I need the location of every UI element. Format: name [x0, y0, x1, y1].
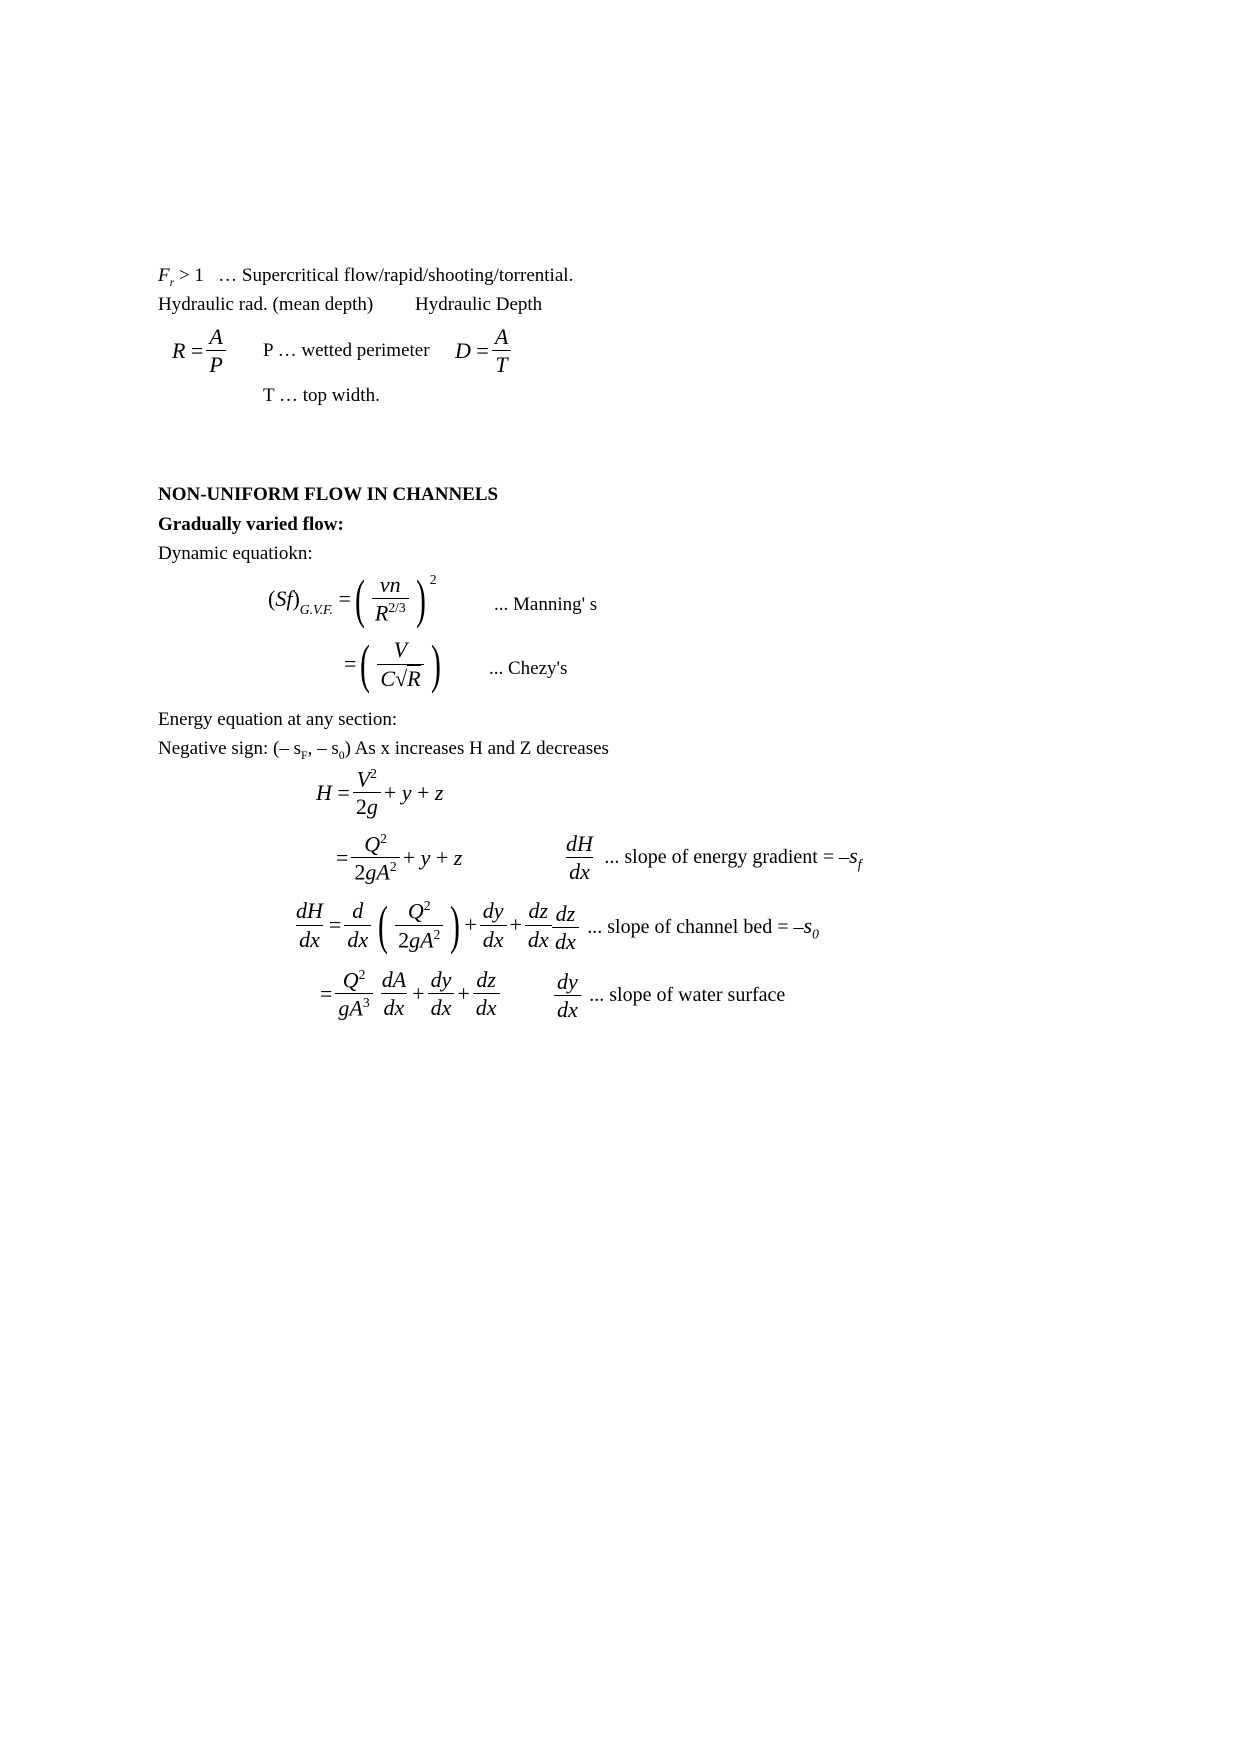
equation-dHdx: $\frac{dH}{dx}$ = $\frac{d}{dx}$ ( $\frac{Q^2}{2gA^2}$ ) + $\frac{dy}{dx}$ + $\frac{dz}{dx}$ — [290, 898, 555, 952]
froude-text: … Supercritical flow/rapid/shooting/torrential. — [218, 265, 574, 286]
equation-head-discharge: = $\frac{Q^2}{2gA^2}$ + y + z — [336, 831, 463, 885]
dynamic-equation-label: Dynamic equatiokn: — [158, 543, 313, 564]
negative-sign-line: Negative sign: (– $s_F$, – $s_0$) As x increases H and Z decreases — [158, 738, 609, 762]
manning-label: ... Manning' s — [494, 594, 598, 615]
equation-head: H = $\frac{V^2}{2g}$ + y + z — [316, 766, 444, 820]
equation-hydraulic-depth: D = $\frac{A}{T}$ — [455, 325, 514, 376]
equation-hydraulic-radius: R = $\frac{A}{P}$ — [172, 325, 229, 376]
froude-line: $F_r > 1$ … Supercritical flow/rapid/shooting/torrential. — [158, 265, 574, 289]
negative-sign-mid: , – s — [307, 738, 339, 759]
top-width-note: T … top width. — [263, 385, 380, 406]
equation-expanded: = $\frac{Q^2}{gA^3}$ $\frac{dA}{dx}$ + $\frac{dy}{dx}$ + $\frac{dz}{dx}$ — [320, 968, 503, 1020]
equation-chezy: = ( $\frac{V}{C√R}$ ) — [344, 634, 441, 694]
negative-sign-text: Negative sign: (– s — [158, 738, 302, 759]
equation-manning: ( Sf ) $_{G.V.F.}$ = ( $\frac{vn}{R^{2/3}}$ ) $^2$ — [268, 569, 437, 629]
hydraulic-depth-label: Hydraulic Depth — [415, 294, 543, 315]
wetted-perimeter-note: P … wetted perimeter — [263, 340, 430, 361]
slope-water-text: ... slope of water surface — [589, 984, 786, 1007]
slope-channel-bed: $\frac{dz}{dx}$ ... slope of channel bed = – $s_0$ — [549, 902, 819, 953]
hydraulic-rad-label: Hydraulic rad. (mean depth) — [158, 294, 374, 315]
slope-bed-text: ... slope of channel bed = – — [587, 916, 804, 939]
subheading: Gradually varied flow: — [158, 514, 344, 535]
slope-energy-text: ... slope of energy gradient = – — [604, 846, 850, 869]
chezy-label: ... Chezy's — [489, 658, 568, 679]
slope-energy-gradient: $\frac{dH}{dx}$ ... slope of energy gradient = – $s_f$ — [566, 831, 862, 885]
section-heading: NON-UNIFORM FLOW IN CHANNELS — [158, 484, 499, 505]
energy-equation-label: Energy equation at any section: — [158, 709, 398, 730]
slope-water-surface: $\frac{dy}{dx}$ ... slope of water surface — [551, 970, 785, 1021]
negative-sign-end: ) As x increases H and Z decreases — [344, 738, 609, 759]
